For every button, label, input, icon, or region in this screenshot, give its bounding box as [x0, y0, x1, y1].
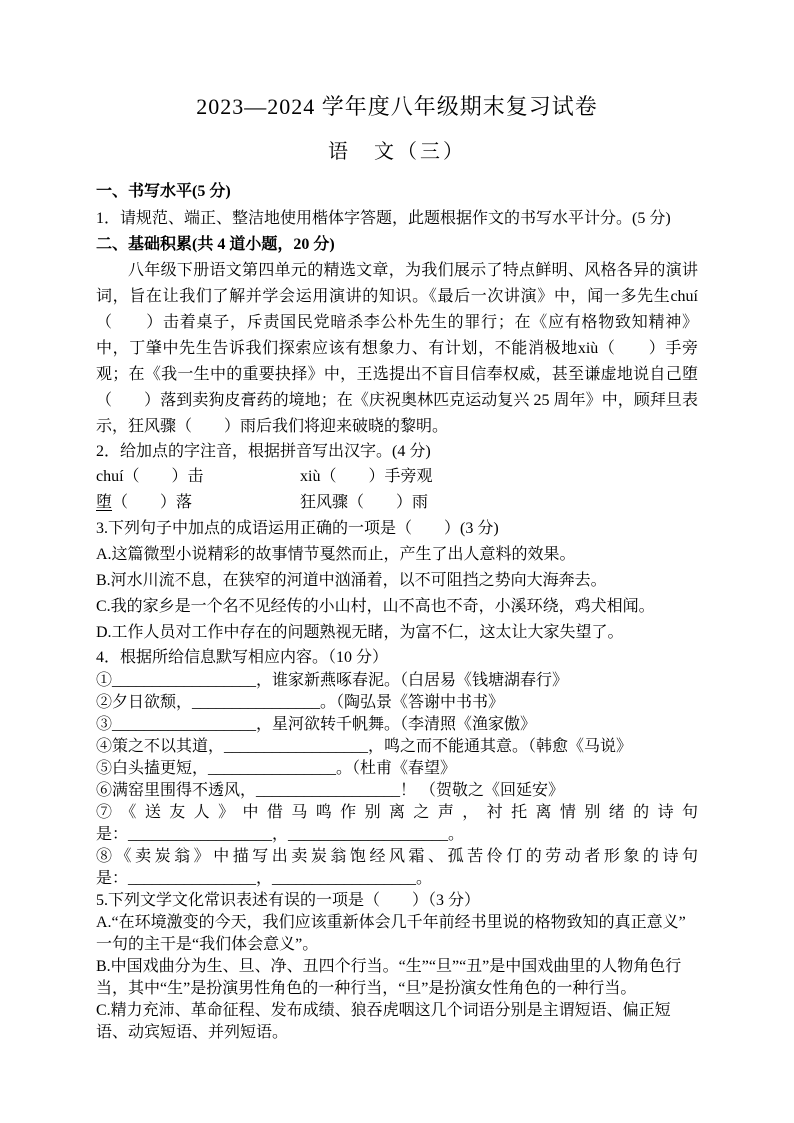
q3-option-c: C.我的家乡是一个名不见经传的小山村，山不高也不奇，小溪环绕，鸡犬相闻。: [96, 598, 655, 615]
q4-item-4: ④策之不以其道，__________________，鸣之而不能通其意。（韩愈《马说》: [96, 738, 633, 755]
section1-heading: 一、书写水平(5 分): [96, 183, 231, 200]
q5-option-a: A.“在环境激变的今天，我们应该重新体会几千年前经书里说的格物致知的真正意义”一句的主干是“我们体会意义”。: [96, 914, 686, 953]
pinyin-item-zhou: 狂风骤（ ）雨: [300, 494, 429, 511]
q4-item-2: ②夕日欲颓，________________。（陶弘景《答谢中书书》: [96, 694, 505, 711]
pinyin-item-duo: [96, 490, 300, 516]
pinyin-item-chui: chuí（ ）击: [96, 468, 204, 485]
q4-item-3: ③__________________，星河欲转千帆舞。（李清照《渔家傲》: [96, 716, 537, 733]
q4-item-1: ①__________________，谁家新燕啄春泥。（白居易《钱塘湖春行》: [96, 672, 569, 689]
q4-item-7-line-1: ⑦《送友人》中借马鸣作别离之声，衬托离情别绪的诗句: [96, 804, 698, 821]
q2-label: 2．给加点的字注音，根据拼音写出汉字。(4 分): [96, 443, 431, 460]
exam-subtitle: 语 文（三）: [328, 141, 466, 163]
q3-label: 3.下列句子中加点的成语运用正确的一项是（ ）(3 分): [96, 520, 499, 537]
q3-option-a: A.这篇微型小说精彩的故事情节戛然而止，产生了出人意料的效果。: [96, 546, 576, 563]
q4-item-7-line-2: 是：__________________，____________________。: [96, 826, 465, 843]
q3-option-d: D.工作人员对工作中存在的问题熟视无睹，为富不仁，这太让大家失望了。: [96, 624, 624, 641]
unit-intro-paragraph: 八年级下册语文第四单元的精选文章，为我们展示了特点鲜明、风格各异的演讲词，旨在让我们了解并学会运用演讲的知识。《最后一次讲演》中，闻一多先生chuí（ ）击着桌子，斥责国民党暗杀李公朴先生的罪行；在《应有格物致知精神》中，丁肇中先生告诉我们探索应该有想象力、有计划，不能消极地xiù（ ）手旁观；在《我一生中的重要抉择》中，王选提出不盲目信奉权威，甚至谦虚地说自己堕（ ）落到卖狗皮膏药的境地；在《庆祝奥林匹克运动复兴 25 周年》中，顾拜旦表示，狂风骤（ ）雨后我们将迎来破晓的黎明。: [96, 262, 698, 435]
q4-item-8-line-2: 是：________________，__________________。: [96, 870, 433, 887]
writing-instruction: 1．请规范、端正、整洁地使用楷体字答题，此题根据作文的书写水平计分。(5 分): [96, 210, 671, 227]
pinyin-row-1: [96, 464, 698, 490]
exam-title: 2023—2024 学年度八年级期末复习试卷: [196, 94, 598, 119]
section2-heading: 二、基础积累(共 4 道小题，20 分): [96, 236, 335, 253]
q4-item-5: ⑤白头搕更短，________________。（杜甫《春望》: [96, 760, 457, 777]
q4-item-6: ⑥满窑里围得不透风，__________________！ （贺敬之《回延安》: [96, 782, 565, 799]
q5-option-c: C.精力充沛、革命征程、发布成绩、狼吞虎咽这几个词语分别是主谓短语、偏正短语、动宾短语、并列短语。: [96, 1002, 671, 1041]
underlined-char: 堕: [96, 494, 113, 511]
q4-label: 4．根据所给信息默写相应内容。（10 分）: [96, 649, 389, 666]
pinyin-row-2: [96, 490, 698, 516]
pinyin-item-xiu: xiù（ ）手旁观: [300, 468, 433, 485]
q5-option-b: B.中国戏曲分为生、旦、净、丑四个行当。“生”“旦”“丑”是中国戏曲里的人物角色行当，其中“生”是扮演男性角色的一种行当，“旦”是扮演女性角色的一种行当。: [96, 958, 682, 997]
q4-item-8-line-1: ⑧《卖炭翁》中描写出卖炭翁饱经风霜、孤苦伶仃的劳动者形象的诗句: [96, 848, 698, 865]
q5-label: 5.下列文学文化常识表述有误的一项是（ ）（3 分）: [96, 892, 481, 909]
q3-option-b: B.河水川流不息，在狭窄的河道中汹涌着，以不可阻挡之势向大海奔去。: [96, 572, 607, 589]
pinyin-item-duo-rest: （ ）落: [112, 494, 193, 511]
